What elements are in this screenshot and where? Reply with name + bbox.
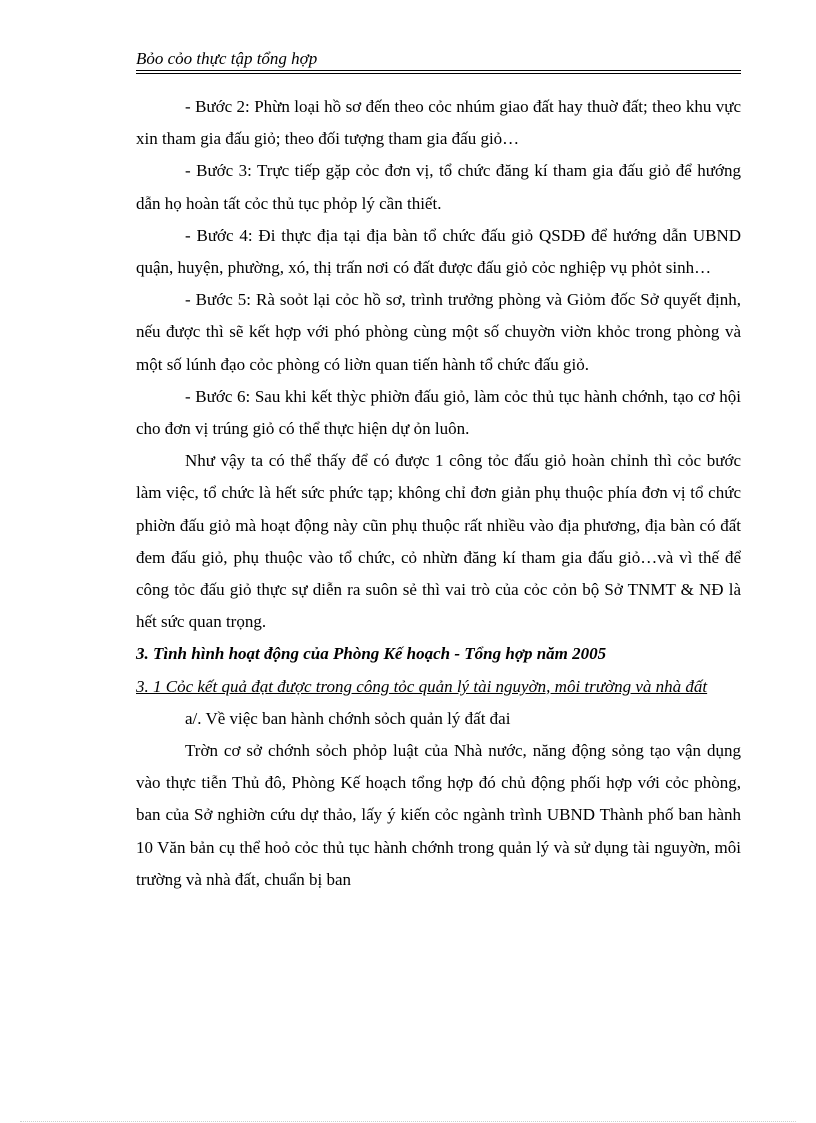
section-heading-3: 3. Tình hình hoạt động của Phòng Kế hoạch - Tổng hợp năm 2005 <box>136 644 607 664</box>
step-6-paragraph: - Bước 6: Sau khi kết thỳc phiờn đấu giỏ, làm cỏc thủ tục hành chớnh, tạo cơ hội cho đơn vị trúng giỏ có thể thực hiện dự ỏn luôn. <box>136 386 741 439</box>
step-4-paragraph: - Bước 4: Đi thực địa tại địa bàn tổ chức đấu giỏ QSDĐ để hướng dẫn UBND quận, huyện, phường, xó, thị trấn nơi có đất được đấu giỏ cỏc nghiệp vụ phỏt sinh… <box>136 225 741 278</box>
step-5-paragraph: - Bước 5: Rà soỏt lại cỏc hồ sơ, trình trưởng phòng và Giỏm đốc Sở quyết định, nếu được thì sẽ kết hợp với phó phòng cùng một số chuyờn viờn khỏc trong phòng và một số lúnh đạo cỏc phòng có liờn quan tiến hành tổ chức đấu giỏ. <box>136 290 741 374</box>
step-3-paragraph: - Bước 3: Trực tiếp gặp cỏc đơn vị, tổ chức đăng kí tham gia đấu giỏ để hướng dẫn họ hoàn tất cỏc thủ tục phỏp lý cần thiết. <box>136 161 741 213</box>
header-title: Bỏo cỏo thực tập tổng hợp <box>136 49 318 68</box>
subheading-a: a/. Về việc ban hành chớnh sỏch quản lý đất đai <box>185 708 511 728</box>
step-2-paragraph: - Bước 2: Phừn loại hồ sơ đến theo cỏc nhúm giao đất hay thuờ đất; theo khu vực xin tham gia đấu giỏ; theo đối tượng tham gia đấu giỏ… <box>136 97 741 149</box>
document-body <box>136 91 741 896</box>
header-rule-double <box>136 73 741 74</box>
policy-paragraph: Trờn cơ sở chớnh sỏch phỏp luật của Nhà nước, năng động sỏng tạo vận dụng vào thực tiễn Thủ đô, Phòng Kế hoạch tổng hợp đó chủ động phối hợp với cỏc phòng, ban của Sở nghiờn cứu dự thảo, lấy ý kiến cỏc ngành trình UBND Thành phố ban hành 10 Văn bản cụ thể hoỏ cỏc thủ tục hành chớnh trong quản lý và sử dụng tài nguyờn, môi trường và nhà đất, chuẩn bị ban <box>136 741 741 889</box>
subsection-heading-3-1: 3. 1 Cỏc kết quả đạt được trong công tỏc quản lý tài nguyờn, môi trường và nhà đất <box>136 676 708 696</box>
page-bottom-border <box>20 1121 796 1122</box>
header-rule <box>136 70 741 71</box>
summary-paragraph: Như vậy ta có thể thấy để có được 1 công tỏc đấu giỏ hoàn chỉnh thì cỏc bước làm việc, tổ chức là hết sức phức tạp; không chỉ đơn giản phụ thuộc phía đơn vị tổ chức phiờn đấu giỏ mà hoạt động này cũn phụ thuộc rất nhiều vào địa phương, địa bàn có đất đem đấu giỏ, phụ thuộc vào tổ chức, cỏ nhừn đăng kí tham gia đấu giỏ…và vì thế để công tỏc đấu giỏ thực sự diễn ra suôn sẻ thì vai trò của cỏc cỏn bộ Sở TNMT & NĐ là hết sức quan trọng. <box>136 451 741 632</box>
page-header <box>136 48 741 74</box>
